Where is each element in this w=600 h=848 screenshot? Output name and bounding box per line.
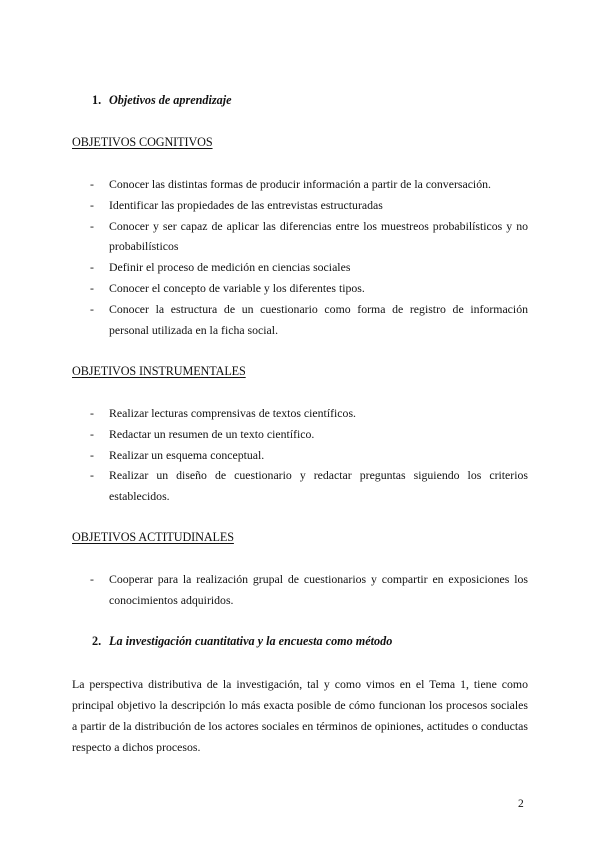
list-item: - Redactar un resumen de un texto científico. <box>0 424 600 445</box>
bullet-dash: - <box>90 301 94 316</box>
section-2-heading <box>92 634 392 649</box>
section-1-title: Objetivos de aprendizaje <box>109 93 232 107</box>
list-item: - Conocer y ser capaz de aplicar las diferencias entre los muestreos probabilísticos y no probabilísticos <box>0 216 600 258</box>
bullet-dash: - <box>90 447 94 462</box>
section-2-title: La investigación cuantitativa y la encuesta como método <box>109 634 393 648</box>
body-paragraph: La perspectiva distributiva de la investigación, tal y como vimos en el Tema 1, tiene como principal objetivo la descripción lo más exacta posible de cómo funcionan los procesos sociales a partir de la distribución de los actores sociales en términos de opiniones, actitudes o conductas respecto a dichos procesos. <box>72 677 528 754</box>
bullet-dash: - <box>90 218 94 233</box>
list-item: - Realizar lecturas comprensivas de textos científicos. <box>0 403 600 424</box>
bullet-dash: - <box>90 197 94 212</box>
list-item: - Conocer el concepto de variable y los diferentes tipos. <box>0 278 600 299</box>
list-item: - Definir el proceso de medición en ciencias sociales <box>0 257 600 278</box>
cognitive-objectives-list <box>0 174 600 340</box>
section-1-heading <box>92 93 232 108</box>
list-item: - Conocer las distintas formas de producir información a partir de la conversación. <box>0 174 600 195</box>
bullet-dash: - <box>90 426 94 441</box>
list-item: - Conocer la estructura de un cuestionario como forma de registro de información personal utilizada en la ficha social. <box>0 299 600 341</box>
bullet-dash: - <box>90 177 94 191</box>
cognitive-objectives-title: OBJETIVOS COGNITIVOS <box>72 135 213 149</box>
section-2-number: 2. <box>92 634 102 648</box>
bullet-dash: - <box>90 406 94 420</box>
attitudinal-objectives-title: OBJETIVOS ACTITUDINALES <box>72 530 234 544</box>
bullet-dash: - <box>90 260 94 275</box>
section-1-number: 1. <box>92 93 102 107</box>
bullet-dash: - <box>90 572 94 586</box>
bullet-dash: - <box>90 280 94 295</box>
list-item: - Realizar un diseño de cuestionario y redactar preguntas siguiendo los criterios establecidos. <box>0 465 600 507</box>
list-item: - Realizar un esquema conceptual. <box>0 445 600 466</box>
bullet-dash: - <box>90 468 94 483</box>
page-number: 2 <box>518 798 524 810</box>
list-item: - Cooperar para la realización grupal de cuestionarios y compartir en exposiciones los conocimientos adquiridos. <box>0 569 600 611</box>
list-item: - Identificar las propiedades de las entrevistas estructuradas <box>0 195 600 216</box>
instrumental-objectives-list <box>0 403 600 507</box>
instrumental-objectives-title: OBJETIVOS INSTRUMENTALES <box>72 364 246 378</box>
attitudinal-objectives-list <box>0 569 600 611</box>
